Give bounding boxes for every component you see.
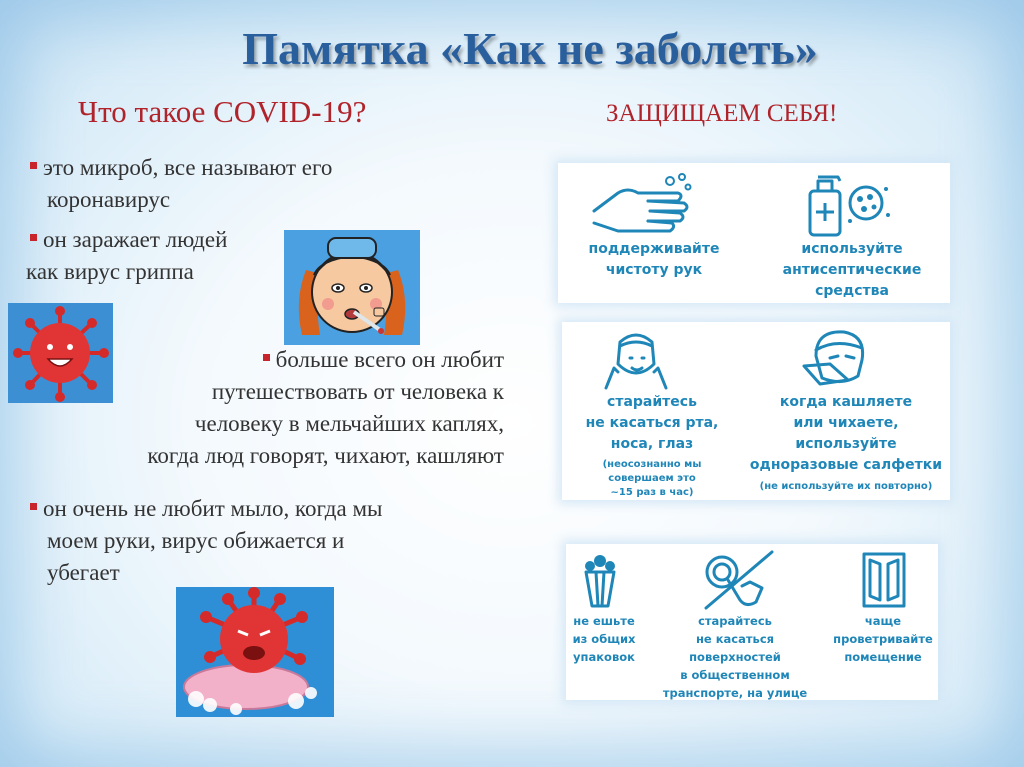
virus-soap-illustration xyxy=(176,587,334,717)
popcorn-icon xyxy=(580,552,620,608)
virus-illustration xyxy=(8,303,113,403)
bullet-icon xyxy=(30,234,37,241)
tips-panel-public xyxy=(566,544,938,700)
window-icon xyxy=(860,550,908,610)
tip-cough-note: (не используйте их повторно) xyxy=(759,481,933,492)
slide-title: Памятка «Как не заболеть» xyxy=(242,23,818,74)
tip-surfaces: старайтесь не касаться поверхностей в общественном транспорте, на улице xyxy=(662,614,808,700)
tip-ventilate: чаще проветривайте помещение xyxy=(833,614,933,664)
paragraph-soap: он очень не любит мыло, когда мы моем руки, вирус обижается и убегает xyxy=(30,493,480,589)
bullet-icon xyxy=(30,162,37,169)
tip-food: не ешьте из общих упаковок xyxy=(572,614,636,664)
no-touch-icon xyxy=(700,548,776,612)
girl-thermometer-illustration xyxy=(284,230,420,345)
tip-face-note: (неосознанно мы совершаем это ~15 раз в час) xyxy=(602,459,702,498)
tips-panel-hygiene xyxy=(558,163,950,303)
paragraph-microbe: это микроб, все называют его коронавирус xyxy=(30,152,430,216)
paragraph-travels: больше всего он любит путешествовать от человека к человеку в мельчайших каплях, когда люд говорят, чихают, кашляют xyxy=(147,347,504,468)
paragraph-infects: он заражает людей как вирус гриппа xyxy=(26,227,228,284)
bullet-icon xyxy=(30,503,37,510)
tip-hands: поддерживайте чистоту рук xyxy=(588,241,720,278)
sanitizer-bottle-icon xyxy=(800,169,892,239)
tip-antiseptic: используйте антисептические средства xyxy=(782,241,922,299)
tips-panel-face xyxy=(562,322,950,500)
tip-face: старайтесь не касаться рта, носа, глаз xyxy=(585,394,719,452)
bullet-icon xyxy=(263,354,270,361)
hand-washing-icon xyxy=(588,171,698,241)
tip-cough: когда кашляете или чихаете, используйте одноразовые салфетки xyxy=(749,394,943,473)
subtitle-covid: Что такое COVID-19? xyxy=(78,94,367,129)
subtitle-protect: ЗАЩИЩАЕМ СЕБЯ! xyxy=(606,100,838,127)
sneeze-icon xyxy=(800,326,880,392)
face-touch-icon xyxy=(600,328,672,392)
